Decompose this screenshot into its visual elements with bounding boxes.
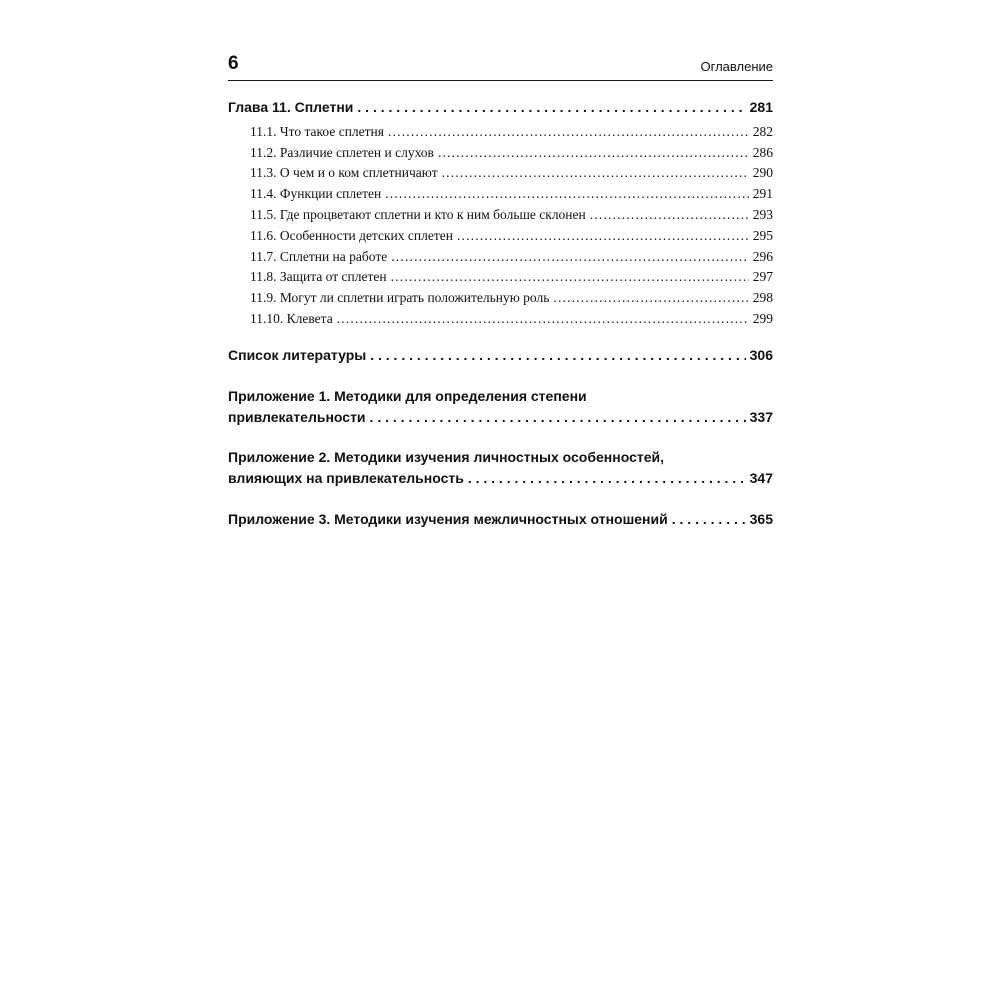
dot-leader — [438, 144, 749, 161]
toc-entry-page: 286 — [752, 145, 773, 160]
toc-entry-label: Список литературы — [228, 347, 367, 363]
toc-entry-label: 11.5. Где процветают сплетни и кто к ним больше склонен — [250, 207, 586, 222]
toc-entry-appendix-2-line-1: Приложение 2. Методики изучения личностных особенностей, — [228, 449, 664, 465]
toc-entry-section-11-9 — [250, 289, 773, 306]
page-header — [228, 50, 773, 81]
dot-leader — [357, 98, 745, 116]
toc-entry-page: 281 — [749, 99, 773, 115]
toc-entry-page: 296 — [752, 249, 773, 264]
running-head: Оглавление — [700, 59, 773, 74]
toc-entry-page: 365 — [749, 511, 773, 527]
toc-entry-section-11-8 — [250, 268, 773, 285]
toc-entry-page: 295 — [752, 228, 773, 243]
dot-leader — [468, 469, 746, 487]
toc-entry-appendix-2 — [228, 469, 773, 487]
dot-leader — [391, 248, 749, 265]
toc-entry-label: 11.9. Могут ли сплетни играть положительную роль — [250, 290, 550, 305]
toc-entry-label: 11.4. Функции сплетен — [250, 186, 382, 201]
toc-entry-label: 11.1. Что такое сплетня — [250, 124, 384, 139]
toc-entry-label: 11.3. О чем и о ком сплетничают — [250, 165, 438, 180]
toc-entry-bibliography — [228, 346, 773, 364]
toc-entry-label: 11.7. Сплетни на работе — [250, 249, 388, 264]
dot-leader — [391, 268, 749, 285]
toc-entry-label: влияющих на привлекательность — [228, 470, 464, 486]
toc-entry-page: 290 — [752, 165, 773, 180]
toc-entry-label: Приложение 3. Методики изучения межличностных отношений — [228, 511, 668, 527]
dot-leader — [672, 510, 746, 528]
toc-entry-page: 337 — [749, 409, 773, 425]
dot-leader — [370, 346, 745, 364]
toc-entry-appendix-3 — [228, 510, 773, 528]
toc-entry-page: 347 — [749, 470, 773, 486]
toc-entry-label: 11.2. Различие сплетен и слухов — [250, 145, 434, 160]
dot-leader — [385, 185, 749, 202]
toc-entry-section-11-5 — [250, 206, 773, 223]
toc-entry-chapter-11 — [228, 98, 773, 116]
toc-entry-page: 297 — [752, 269, 773, 284]
toc-entry-section-11-1 — [250, 123, 773, 140]
dot-leader — [457, 227, 749, 244]
dot-leader — [442, 164, 749, 181]
toc-entry-section-11-7 — [250, 248, 773, 265]
toc-entry-section-11-10 — [250, 310, 773, 327]
toc-entry-page: 293 — [752, 207, 773, 222]
toc-entry-page: 282 — [752, 124, 773, 139]
toc-entry-page: 298 — [752, 290, 773, 305]
dot-leader — [553, 289, 748, 306]
toc-entry-label: 11.8. Защита от сплетен — [250, 269, 387, 284]
toc-entry-section-11-3 — [250, 164, 773, 181]
toc-entry-appendix-1 — [228, 408, 773, 426]
toc-entry-label: 11.10. Клевета — [250, 311, 333, 326]
dot-leader — [388, 123, 749, 140]
toc-entry-label: привлекательности — [228, 409, 366, 425]
toc-entry-section-11-4 — [250, 185, 773, 202]
page-number: 6 — [228, 53, 239, 74]
toc-entry-section-11-6 — [250, 227, 773, 244]
toc-entry-section-11-2 — [250, 144, 773, 161]
toc-entry-page: 299 — [752, 311, 773, 326]
toc-entry-page: 306 — [749, 347, 773, 363]
toc-entry-appendix-1-line-1: Приложение 1. Методики для определения степени — [228, 388, 587, 404]
dot-leader — [370, 408, 746, 426]
dot-leader — [337, 310, 749, 327]
toc-entry-label: Глава 11. Сплетни — [228, 99, 354, 115]
toc-entry-page: 291 — [752, 186, 773, 201]
toc-entry-label: 11.6. Особенности детских сплетен — [250, 228, 453, 243]
dot-leader — [590, 206, 749, 223]
